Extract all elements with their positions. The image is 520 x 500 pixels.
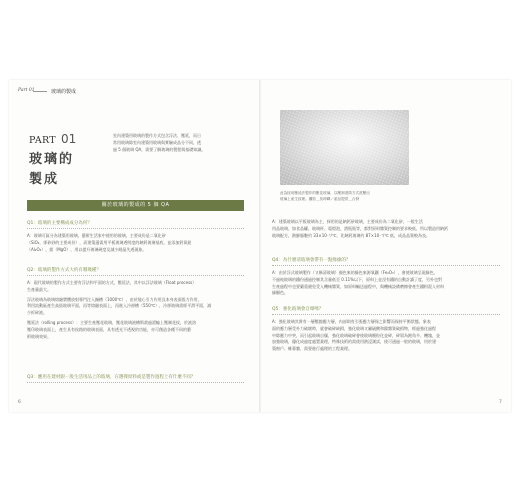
answer-line: 少拆碎液。 bbox=[27, 310, 47, 316]
chapter-heading bbox=[29, 128, 117, 190]
answer-5 bbox=[272, 319, 500, 353]
section-banner: 關於玻璃的製成的 5 個 QA bbox=[27, 200, 244, 211]
part-label: PART bbox=[29, 135, 56, 146]
answer-3 bbox=[272, 219, 500, 239]
answer-line: A：強化玻璃其實有一層壓縮應力層，內部則有引張應力層保之影響而保持平衡狀態，象表 bbox=[272, 319, 431, 324]
answer-line: 術玻璃效果。 bbox=[27, 333, 51, 339]
answer-line: 綠顯色。 bbox=[272, 290, 288, 296]
left-page bbox=[9, 80, 259, 412]
question-divider bbox=[27, 228, 244, 229]
answer-line: （Al₂O₃）、鎂（MgO），用以提升玻璃硬度及減少耐晶失透現象。 bbox=[27, 246, 147, 252]
chapter-title-line-1: 玻璃的 bbox=[29, 152, 75, 167]
running-header-title: 玻璃的製成 bbox=[51, 89, 77, 95]
caption-line: 玻璃上產生紋理。攝影＿吳坤暉／產品提供＿合發 bbox=[280, 197, 360, 201]
answer-line: 加強玻璃，優化成過度處置業理，特殊技術的需使用熱浸測試，使可通過一般的玻璃，用於建 bbox=[272, 339, 436, 345]
photo-caption bbox=[280, 190, 410, 202]
question-divider bbox=[272, 265, 500, 266]
chapter-intro bbox=[113, 132, 249, 153]
question-5: Q5：強化玻璃會自爆嗎？ bbox=[272, 307, 324, 312]
answer-4 bbox=[272, 270, 500, 297]
running-header-part: Part 01 bbox=[18, 88, 35, 93]
question-4: Q4：為什麼清玻璃會帶有一點綠綠的？ bbox=[272, 258, 351, 263]
answer-line: 壓延法（rolling process）：主要生產壓花玻璃，壓花玻璃液槽斯裁過滾輪上壓制花紋，於液溶 bbox=[27, 319, 197, 325]
caption-line: 此為採用壓延法製作的壓花玻璃，以壓制滾筒方式滾壓出 bbox=[280, 191, 370, 195]
answer-line: 利用流動區產生高級玻璃平面，再等熔融表面上，再進入冷卻槽（550℃），冷卻玻璃需經平滑平面，減 bbox=[27, 303, 212, 309]
intro-line: 常用玻璃除室內建築用玻璃與實驗成品分不同，透 bbox=[113, 140, 201, 145]
answer-2 bbox=[27, 280, 244, 340]
answer-line: A：由於浮式玻璃製作（又稱清玻璃）顏色來的綠色來源氧鐵（Fe₂O₃），會使玻璃呈現綠色， bbox=[272, 270, 438, 275]
answer-line: 築窗戶、帷幕牆，需要進行處理的工程業理。 bbox=[272, 346, 352, 352]
right-page bbox=[261, 80, 511, 412]
answer-line: 中除應力中突，而引起玻璃自爆，強化玻璃破碎會使玻璃顆粒化並碎，碎屑為鈍角多、機塊，並 bbox=[272, 332, 440, 338]
answer-1 bbox=[27, 233, 244, 253]
question-divider bbox=[27, 275, 244, 276]
answer-line: 壓印玻璃表面上，產生具有紋路的玻璃表面，具有透光不透視的功能，亦可創造各種不同的藝 bbox=[27, 326, 191, 332]
answer-line: （SiO₂，即矽砂的主要成份），而建築還需用平板玻璃透明度的鈉鈣玻璃基底，並添加鈣氧鋁 bbox=[27, 239, 192, 245]
chapter-title bbox=[29, 150, 117, 190]
answer-line: A：現代玻璃的製作方式主要有浮法和平面的方式，壓延法，其中以浮法玻璃（Float process） bbox=[27, 280, 197, 285]
page-number-left: 6 bbox=[18, 400, 21, 405]
intro-line: 室內建築用玻璃的製作方式包含浮法、壓延，而日 bbox=[113, 133, 201, 138]
answer-line: 生產量最大。 bbox=[27, 286, 51, 292]
answer-line: 玻璃配方，熱膨脹數約 33×10⁻⁷/℃，比鈉鈣玻璃約 87×10⁻⁷/℃ 低，成品品質較為良。 bbox=[272, 232, 430, 238]
answer-line: 面的應力層受外力破壞時，就會破碎缺損，強化玻璃又屬硫酸和鎳雜質破損物，經過強化過程 bbox=[272, 325, 436, 331]
answer-line: 浮法玻璃為玻璃熔融漿體放射專門注入錫槽（1000℃），由於地心引力作用及本身表面張力作用， bbox=[27, 296, 202, 302]
part-number: 01 bbox=[61, 132, 77, 146]
answer-line: 生產過程中也要嚴重避免受入機械雜質，如原料輸送過程中，與機械設備磨擦會產生鐵粉混入材料 bbox=[272, 283, 444, 289]
answer-line: 不過純玻璃的鐵份通過控制其含量低至 0.11%以下，原料上並沒有鐵的自動計讀了度，另外也對 bbox=[272, 276, 442, 282]
question-divider bbox=[27, 382, 244, 383]
question-2: Q2：玻璃的製作方式大約有哪幾種？ bbox=[27, 268, 101, 273]
book-spread bbox=[9, 80, 511, 412]
running-header-divider bbox=[33, 91, 47, 92]
question-divider bbox=[272, 314, 500, 315]
intro-line: 過 5 個玻璃 QA，需要了解玻璃的製程與基礎知識。 bbox=[113, 147, 206, 152]
question-1: Q1：玻璃的主要構成成分為何？ bbox=[27, 221, 92, 226]
glass-texture-graphic bbox=[280, 110, 409, 185]
patterned-glass-photo bbox=[280, 110, 409, 185]
question-3: Q3：應用在建材跟一般生活用品上的玻璃，在選擇原料或是製作過程上有什麼不同？ bbox=[27, 375, 196, 380]
page-number-right: 7 bbox=[499, 400, 502, 405]
answer-line: A：玻璃可區分為建築用玻璃，藝術生活家中使用的玻璃，主要成份是二氧化矽 bbox=[27, 233, 166, 238]
answer-line: A：建築玻璃以平板玻璃為主，採用的是鈉鈣矽玻璃，主要成份為二氧化矽，一般生活 bbox=[272, 219, 423, 224]
answer-line: 用品玻璃，如食品罐、玻璃杯、電燈泡、酒瓶瓶等，都對原料雜質控制的要求較低，所以製造用鈉鈣 bbox=[272, 225, 448, 231]
chapter-title-line-2: 製成 bbox=[29, 172, 60, 187]
